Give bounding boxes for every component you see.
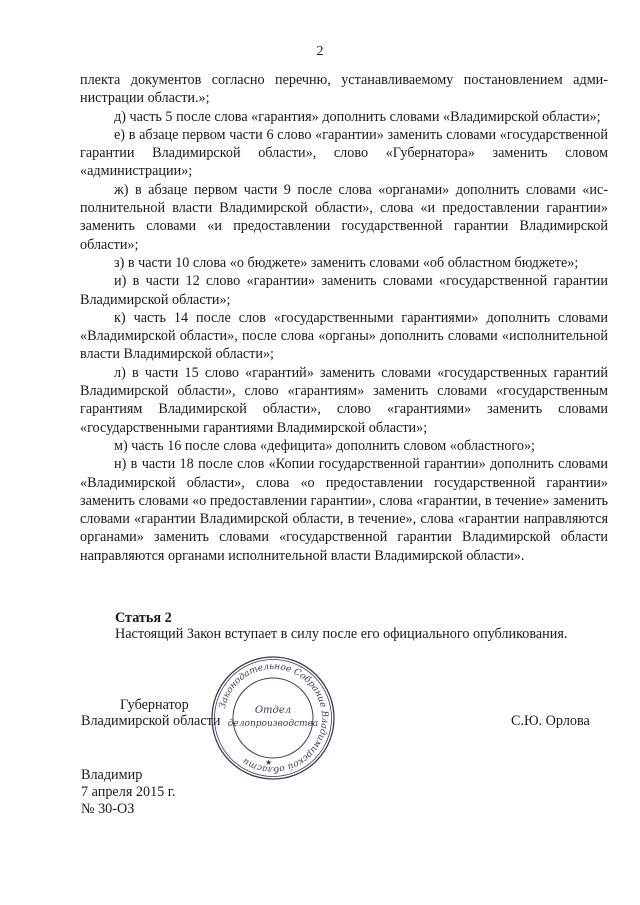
- official-stamp: [210, 655, 336, 781]
- place-date-block: [81, 767, 176, 818]
- paragraph: ж) в абзаце первом части 9 после слова «органами» дополнить словами «исполнительной власти Владимирской области», слова «и предоставлении гарантии» заменить словами «и предоставлении государственной гарантии Владимирской области»;: [80, 181, 608, 253]
- paragraph: к) часть 14 после слов «государственными гарантиями» дополнить словами «Владимирской области», после слова «органы» дополнить словами «исполнительной власти Владимирской области»;: [80, 309, 608, 363]
- governor-title: Губернатор: [120, 697, 189, 713]
- stamp-ring-text: Законодательное Собрание Владимирской области: [217, 661, 330, 775]
- stamp-center-line2: делопроизводства: [227, 719, 319, 729]
- paragraph: е) в абзаце первом части 6 слово «гарантии» заменить словами «государственной гарантии Владимирской области», слово «Губернатора» заменить словом «администрации»;: [80, 126, 608, 180]
- article-text: Настоящий Закон вступает в силу после его официального опубликования.: [115, 626, 568, 642]
- paragraph: д) часть 5 после слова «гарантия» дополнить словами «Владимирской области»;: [114, 108, 601, 125]
- paragraph: л) в части 15 слово «гарантий» заменить словами «государственных гарантий Владимирской области», слово «гарантиям» заменить словами «государственным гарантиям Владимирской области», слово «гарантиями» заменить словами «государственными гарантиями Владимирской области»;: [80, 364, 608, 436]
- stamp-center-line1: Отдел: [254, 705, 292, 716]
- stamp-outer-ring-inner: [215, 660, 332, 777]
- stamp-inner-ring: [233, 678, 313, 758]
- paragraph: м) часть 16 после слова «дефицита» дополнить словом «областного»;: [114, 437, 536, 454]
- article-heading: Статья 2: [115, 610, 172, 626]
- city: Владимир: [81, 767, 143, 783]
- star-icon: ★: [265, 758, 273, 767]
- signatory-name: С.Ю. Орлова: [511, 713, 590, 729]
- paragraph: з) в части 10 слова «о бюджете» заменить словами «об областном бюджете»;: [114, 254, 579, 271]
- stamp-outer-ring: [212, 657, 334, 779]
- law-number: № 30-ОЗ: [81, 801, 135, 817]
- page-number: 2: [316, 44, 324, 59]
- date: 7 апреля 2015 г.: [81, 784, 176, 800]
- paragraph: и) в части 12 слово «гарантии» заменить словами «государственной гарантии Владимирской области»;: [80, 273, 608, 308]
- document-body: [80, 71, 608, 565]
- paragraph: н) в части 18 после слов «Копии государственной гарантии» дополнить словами «Владимирской области», слова «о предоставлении государственной гарантии» заменить словами «о предоставлении гарантии», слова «гарантии, в течение» заменить словами «гарантии Владимирской области, в течение», слова «гарантии направляются органами» заменить словами «государственной гарантии Владимирской области направляются органами исполнительной власти Владимирской области».: [80, 456, 608, 564]
- paragraph: плекта документов согласно перечню, устанавливаемому постановлением администрации области.»;: [80, 72, 608, 107]
- governor-region: Владимирской области: [81, 713, 221, 729]
